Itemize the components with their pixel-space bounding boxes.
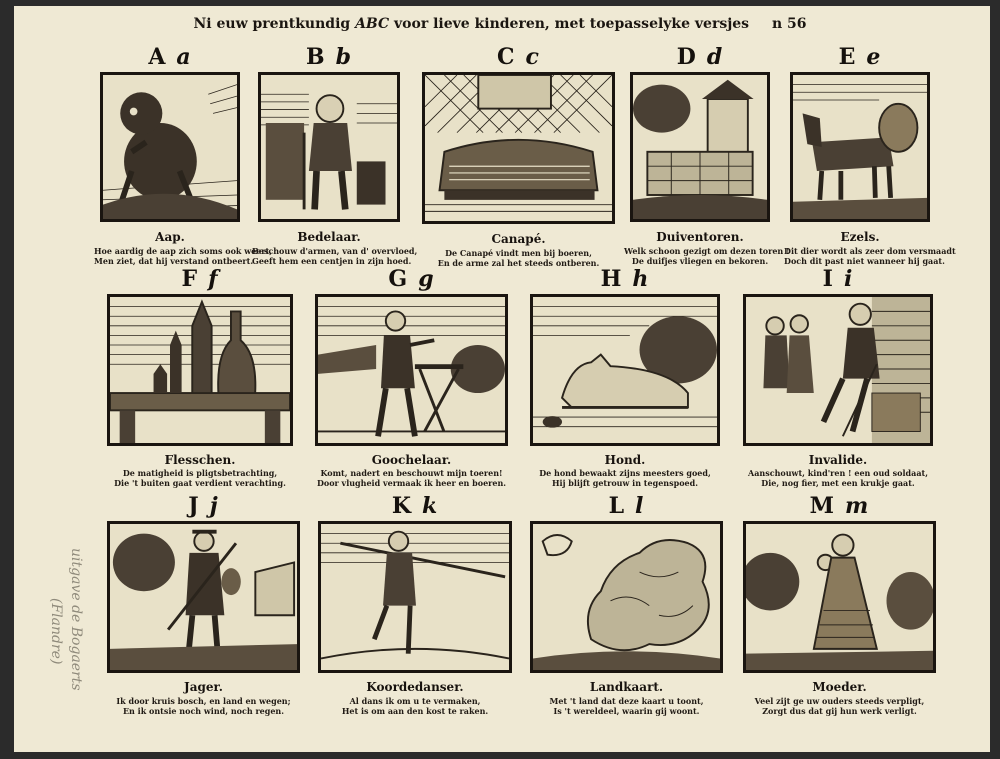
letter-upper: A — [148, 44, 167, 70]
entry-verse — [101, 696, 306, 716]
woodcut-hunter — [107, 521, 300, 673]
woodcut-bottles — [107, 294, 293, 446]
woodcut-ropedancer — [318, 521, 512, 673]
letter-heading — [743, 266, 933, 292]
title-part: ABC — [355, 16, 390, 32]
letter-upper: H — [600, 266, 623, 292]
entry-word: Bedelaar. — [297, 230, 361, 244]
title-part: Ni euw prentkundig — [193, 16, 351, 32]
entry-word: Moeder. — [812, 680, 867, 694]
letter-heading — [107, 266, 293, 292]
entry-word: Duiventoren. — [656, 230, 744, 244]
woodcut-map — [530, 521, 723, 673]
title-part: voor lieve kinderen, met toepasselyke versjes — [394, 16, 750, 32]
entry-verse — [309, 468, 514, 488]
letter-heading — [790, 44, 930, 70]
letter-upper: I — [822, 266, 834, 292]
letter-heading — [258, 44, 400, 70]
letter-lower: g — [418, 266, 435, 292]
entry-a — [94, 44, 272, 274]
entry-verse — [312, 696, 518, 716]
entry-word: Ezels. — [840, 230, 880, 244]
entry-word: Hond. — [604, 453, 646, 467]
verse-line-2: Het is om aan den kost te raken. — [341, 706, 489, 716]
woodcut-beggar — [258, 72, 400, 222]
letter-lower: c — [525, 44, 540, 70]
entry-verse — [101, 468, 299, 488]
entry-word: Canapé. — [491, 232, 546, 246]
entry-verse — [524, 696, 729, 716]
letter-lower: h — [632, 266, 650, 292]
verse-line-1: De matigheid is pligtsbetrachting, — [122, 468, 278, 478]
verse-line-1: Komt, nadert en beschouwt mijn toeren! — [320, 468, 503, 478]
letter-upper: G — [388, 266, 409, 292]
title-part: n 56 — [771, 16, 807, 32]
letter-lower: e — [866, 44, 882, 70]
letter-lower: i — [843, 266, 854, 292]
woodcut-monkey — [100, 72, 240, 222]
entry-e — [784, 44, 956, 274]
letter-heading — [743, 493, 936, 519]
entry-word: Aap. — [155, 230, 185, 244]
verse-line-1: Dit dier wordt als zeer dom versmaadt — [784, 246, 956, 256]
verse-line-1: Beschouw d'armen, van d' overvloed, — [252, 246, 418, 256]
letter-heading — [530, 493, 723, 519]
letter-lower: f — [208, 266, 219, 292]
entry-word: Landkaart. — [589, 680, 664, 694]
letter-heading — [100, 44, 240, 70]
verse-line-2: Hij blijft getrouw in tegenspoed. — [551, 478, 698, 488]
letter-lower: l — [635, 493, 645, 519]
pencil-text: uitgave de Bogaerts — [68, 548, 84, 691]
verse-line-2: Men ziet, dat hij verstand ontbeert. — [94, 256, 254, 266]
letter-heading — [630, 44, 770, 70]
letter-lower: b — [335, 44, 352, 70]
letter-upper: F — [181, 266, 199, 292]
entry-verse — [737, 468, 939, 488]
letter-upper: D — [676, 44, 697, 70]
woodcut-sofa — [422, 72, 615, 224]
entry-l — [530, 493, 723, 723]
verse-line-1: Met 't land dat deze kaart u toont, — [549, 696, 704, 706]
entry-word: Koordedanser. — [366, 680, 464, 694]
pencil-text: (Flandre) — [48, 598, 64, 665]
letter-lower: m — [845, 493, 870, 519]
letter-upper: K — [391, 493, 412, 519]
verse-line-1: Veel zijt ge uw ouders steeds verpligt, — [754, 696, 925, 706]
entry-verse — [252, 246, 418, 266]
verse-line-1: Aanschouwt, kind'ren ! een oud soldaat, — [748, 468, 928, 478]
entry-d — [624, 44, 790, 274]
letter-heading — [530, 266, 720, 292]
letter-heading — [107, 493, 300, 519]
verse-line-1: De Canapé vindt men bij boeren, — [445, 248, 592, 258]
entry-j — [107, 493, 300, 723]
entry-word: Invalide. — [808, 453, 868, 467]
letter-lower: a — [176, 44, 192, 70]
letter-upper: L — [608, 493, 626, 519]
entry-i — [743, 266, 933, 491]
verse-line-2: Die 't buiten gaat verdient verachting. — [114, 478, 286, 488]
letter-heading — [318, 493, 512, 519]
letter-lower: k — [421, 493, 439, 519]
entry-verse — [624, 246, 790, 266]
letter-lower: d — [706, 44, 724, 70]
letter-upper: M — [809, 493, 836, 519]
woodcut-conjurer — [315, 294, 508, 446]
entry-verse — [94, 246, 272, 266]
entry-verse — [784, 246, 956, 266]
entry-word: Flesschen. — [164, 453, 236, 467]
letter-lower: j — [209, 493, 219, 519]
page-title — [0, 16, 1000, 32]
entry-verse — [524, 468, 726, 488]
verse-line-2: En de arme zal het steeds ontberen. — [437, 258, 600, 268]
verse-line-1: Welk schoon gezigt om dezen toren ! — [624, 246, 790, 256]
verse-line-2: Doch dit past niet wanneer hij gaat. — [784, 256, 945, 266]
letter-heading — [422, 44, 615, 70]
letter-upper: E — [838, 44, 857, 70]
verse-line-2: En ik ontsie noch wind, noch regen. — [122, 706, 285, 716]
woodcut-dog — [530, 294, 720, 446]
verse-line-2: Geeft hem een centjen in zijn hoed. — [252, 256, 412, 266]
verse-line-2: Die, nog fier, met een krukje gaat. — [761, 478, 915, 488]
verse-line-1: Al dans ik om u te vermaken, — [349, 696, 481, 706]
woodcut-mother — [743, 521, 936, 673]
entry-f — [107, 266, 293, 491]
letter-upper: C — [497, 44, 516, 70]
entry-word: Goochelaar. — [371, 453, 452, 467]
verse-line-1: De hond bewaakt zijns meesters goed, — [539, 468, 711, 478]
letter-upper: J — [188, 493, 200, 519]
entry-k — [318, 493, 512, 723]
verse-line-2: De duifjes vliegen en bekoren. — [631, 256, 769, 266]
woodcut-donkeys — [790, 72, 930, 222]
letter-heading — [315, 266, 508, 292]
woodcut-invalid — [743, 294, 933, 446]
entry-word: Jager. — [184, 680, 223, 694]
verse-line-1: Hoe aardig de aap zich soms ook weert, — [94, 246, 272, 256]
verse-line-2: Door vlugheid vermaak ik heer en boeren. — [316, 478, 507, 488]
letter-upper: B — [306, 44, 326, 70]
entry-verse — [737, 696, 942, 716]
entry-verse — [416, 248, 621, 268]
verse-line-1: Ik door kruis bosch, en land en wegen; — [116, 696, 291, 706]
woodcut-dovecote — [630, 72, 770, 222]
verse-line-2: Zorgt dus dat gij hun werk verligt. — [762, 706, 917, 716]
entry-b — [252, 44, 418, 274]
verse-line-2: Is 't wereldeel, waarin gij woont. — [553, 706, 700, 716]
entry-g — [315, 266, 508, 491]
entry-m — [743, 493, 936, 723]
entry-h — [530, 266, 720, 491]
entry-c — [422, 44, 615, 274]
